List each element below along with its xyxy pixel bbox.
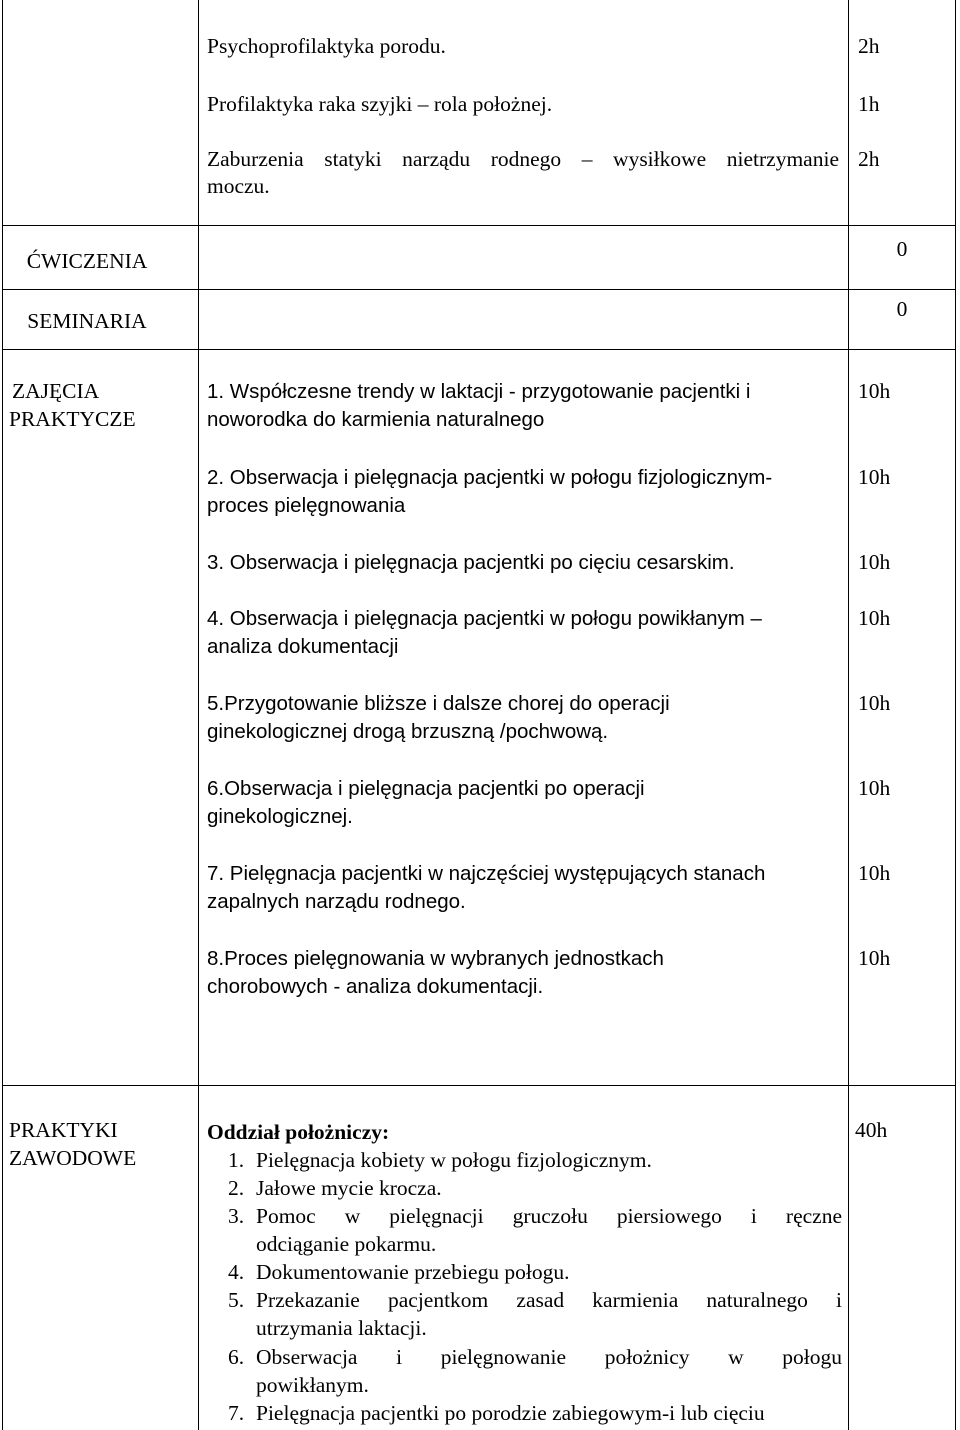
lecture-topic-3-line1 xyxy=(207,146,839,173)
table-border-left xyxy=(2,0,3,1430)
zajecia-label-line2: PRAKTYCZE xyxy=(9,407,136,431)
cwiczenia-label: ĆWICZENIA xyxy=(26,249,148,273)
zajecia-item-5-line2: ginekologicznej drogą brzuszną /pochwową. xyxy=(207,720,609,743)
praktyki-item-3-line2: odciąganie pokarmu. xyxy=(256,1232,437,1256)
praktyki-hours: 40h xyxy=(855,1118,888,1142)
praktyki-item-3-text: Pomoc w pielęgnacji gruczołu piersiowego i ręczne xyxy=(256,1204,842,1228)
column-divider-2 xyxy=(848,0,849,1430)
lecture-topic-3-line2: moczu. xyxy=(207,174,270,198)
lecture-topic-1: Psychoprofilaktyka porodu. xyxy=(207,34,446,58)
zajecia-item-4-hours: 10h xyxy=(858,606,891,630)
zajecia-item-8-hours: 10h xyxy=(858,946,891,970)
table-border-right xyxy=(955,0,956,1430)
praktyki-item-3-number: 3. xyxy=(228,1204,245,1228)
row-divider-top xyxy=(2,225,956,226)
praktyki-item-6-line1 xyxy=(256,1344,842,1371)
praktyki-item-6-line2: powikłanym. xyxy=(256,1373,369,1397)
praktyki-item-6-text: Obserwacja i pielęgnowanie położnicy w połogu xyxy=(256,1345,842,1369)
zajecia-item-3-line1: 3. Obserwacja i pielęgnacja pacjentki po cięciu cesarskim. xyxy=(207,551,735,574)
praktyki-item-6-number: 6. xyxy=(228,1345,245,1369)
zajecia-label-line1: ZAJĘCIA xyxy=(12,379,100,403)
zajecia-item-7-line1: 7. Pielęgnacja pacjentki w najczęściej występujących stanach xyxy=(207,862,766,885)
praktyki-item-5-number: 5. xyxy=(228,1288,245,1312)
praktyki-item-5-line2: utrzymania laktacji. xyxy=(256,1316,427,1340)
seminaria-hours: 0 xyxy=(896,297,908,321)
zajecia-item-7-line2: zapalnych narządu rodnego. xyxy=(207,890,466,913)
zajecia-item-4-line2: analiza dokumentacji xyxy=(207,635,399,658)
praktyki-item-1-number: 1. xyxy=(228,1148,245,1172)
praktyki-item-3-line1 xyxy=(256,1203,842,1230)
zajecia-item-1-hours: 10h xyxy=(858,379,891,403)
praktyki-heading: Oddział położniczy: xyxy=(207,1120,390,1144)
praktyki-item-2-text: Jałowe mycie krocza. xyxy=(256,1176,442,1200)
praktyki-item-4-text: Dokumentowanie przebiegu połogu. xyxy=(256,1260,570,1284)
zajecia-item-4-line1: 4. Obserwacja i pielęgnacja pacjentki w połogu powikłanym – xyxy=(207,607,762,630)
praktyki-item-2-number: 2. xyxy=(228,1176,245,1200)
row-divider-zajecia xyxy=(2,1085,956,1086)
row-divider-cwiczenia xyxy=(2,289,956,290)
lecture-topic-2: Profilaktyka raka szyjki – rola położnej. xyxy=(207,92,553,116)
praktyki-label-line2: ZAWODOWE xyxy=(9,1146,137,1170)
zajecia-item-7-hours: 10h xyxy=(858,861,891,885)
lecture-topic-3-text: Zaburzenia statyki narządu rodnego – wysiłkowe nietrzymanie xyxy=(207,147,839,171)
lecture-hours-1: 2h xyxy=(858,34,880,58)
praktyki-item-5-text: Przekazanie pacjentkom zasad karmienia naturalnego i xyxy=(256,1288,842,1312)
row-divider-seminaria xyxy=(2,349,956,350)
praktyki-label-line1: PRAKTYKI xyxy=(9,1118,118,1142)
zajecia-item-2-line2: proces pielęgnowania xyxy=(207,494,406,517)
praktyki-item-1-text: Pielęgnacja kobiety w połogu fizjologicznym. xyxy=(256,1148,652,1172)
cwiczenia-hours: 0 xyxy=(896,237,908,261)
zajecia-item-5-line1: 5.Przygotowanie bliższe i dalsze chorej do operacji xyxy=(207,692,670,715)
zajecia-item-6-hours: 10h xyxy=(858,776,891,800)
praktyki-item-7-number: 7. xyxy=(228,1401,245,1425)
zajecia-item-6-line2: ginekologicznej. xyxy=(207,805,353,828)
zajecia-item-1-line1: 1. Współczesne trendy w laktacji - przygotowanie pacjentki i xyxy=(207,380,751,403)
zajecia-item-2-line1: 2. Obserwacja i pielęgnacja pacjentki w połogu fizjologicznym- xyxy=(207,466,773,489)
lecture-hours-2: 1h xyxy=(858,92,880,116)
zajecia-item-1-line2: noworodka do karmienia naturalnego xyxy=(207,408,545,431)
zajecia-item-2-hours: 10h xyxy=(858,465,891,489)
zajecia-item-6-line1: 6.Obserwacja i pielęgnacja pacjentki po operacji xyxy=(207,777,645,800)
seminaria-label: SEMINARIA xyxy=(27,309,147,333)
zajecia-item-8-line2: chorobowych - analiza dokumentacji. xyxy=(207,975,544,998)
zajecia-item-8-line1: 8.Proces pielęgnowania w wybranych jednostkach xyxy=(207,947,664,970)
column-divider-1 xyxy=(198,0,199,1430)
lecture-hours-3: 2h xyxy=(858,147,880,171)
praktyki-item-7-text: Pielęgnacja pacjentki po porodzie zabiegowym-i lub cięciu xyxy=(256,1401,765,1425)
zajecia-item-3-hours: 10h xyxy=(858,550,891,574)
praktyki-item-5-line1 xyxy=(256,1287,842,1314)
praktyki-item-4-number: 4. xyxy=(228,1260,245,1284)
zajecia-item-5-hours: 10h xyxy=(858,691,891,715)
